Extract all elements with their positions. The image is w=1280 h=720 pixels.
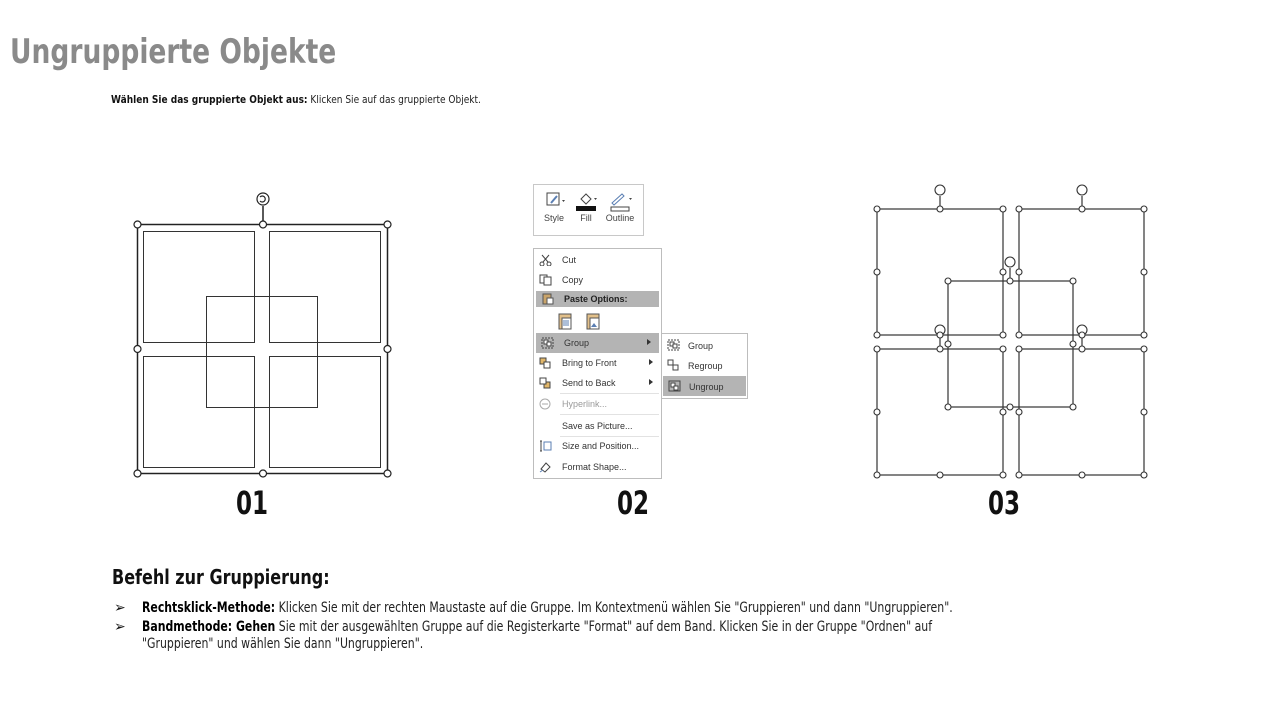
context-menu <box>533 248 662 479</box>
bullet-arrow-icon: ➢ <box>114 599 126 615</box>
size-position-icon <box>539 440 552 452</box>
menu-item-cut[interactable]: Cut <box>534 250 661 270</box>
outline-button[interactable] <box>604 189 636 223</box>
paste-options-header: Paste Options: <box>536 291 659 307</box>
style-button[interactable] <box>538 189 570 223</box>
format-ribbon-group <box>533 184 644 236</box>
menu-item-format-shape[interactable]: Format Shape... <box>534 457 661 477</box>
grouped-object-figure[interactable] <box>125 185 400 485</box>
section-heading: Befehl zur Gruppierung: <box>112 565 330 589</box>
paint-bucket-icon <box>570 189 602 213</box>
submenu-arrow-icon <box>647 339 651 345</box>
paste-option-buttons <box>556 311 606 331</box>
rotate-handle-icon <box>935 185 1087 335</box>
ungroup-icon <box>668 380 681 392</box>
paste-keep-formatting-icon[interactable] <box>556 311 576 331</box>
instruction-line <box>111 93 481 106</box>
send-to-back-icon <box>539 377 552 389</box>
menu-item-save-as-picture[interactable]: Save as Picture... <box>562 421 633 431</box>
fill-label: Fill <box>580 213 592 223</box>
clipboard-icon <box>541 293 554 305</box>
submenu-arrow-icon <box>649 359 653 365</box>
step-number-1: 01 <box>235 484 269 522</box>
group-icon <box>541 337 554 349</box>
submenu-item-group[interactable]: Group <box>662 335 747 355</box>
group-icon <box>667 339 680 351</box>
group-submenu <box>661 333 748 399</box>
bullet-right-click: Rechtsklick-Methode: Klicken Sie mit der rechten Maustaste auf die Gruppe. Im Kontextmenü wählen Sie "Gruppieren" und dann "Ungruppieren". <box>142 600 953 616</box>
rotate-handle-icon <box>257 193 269 205</box>
bullet-arrow-icon: ➢ <box>114 618 126 634</box>
menu-item-bring-to-front[interactable]: Bring to Front <box>534 353 661 373</box>
menu-item-hyperlink[interactable]: Hyperlink... <box>534 394 661 414</box>
page-title: Ungruppierte Objekte <box>10 32 337 72</box>
paste-as-picture-icon[interactable] <box>584 311 604 331</box>
style-label: Style <box>543 213 564 223</box>
scissors-icon <box>539 254 552 266</box>
regroup-icon <box>667 359 680 371</box>
menu-item-copy[interactable]: Copy <box>534 270 661 290</box>
outline-label: Outline <box>605 213 635 223</box>
step-number-2: 02 <box>616 484 650 522</box>
submenu-item-regroup[interactable]: Regroup <box>662 355 747 375</box>
submenu-item-ungroup[interactable]: Ungroup <box>663 376 746 396</box>
bring-to-front-icon <box>539 357 552 369</box>
ungrouped-objects-figure[interactable] <box>865 180 1155 485</box>
format-shape-icon <box>539 461 552 473</box>
menu-item-send-to-back[interactable]: Send to Back <box>534 373 661 393</box>
menu-item-group[interactable]: Group <box>536 333 659 353</box>
hyperlink-icon <box>539 398 552 410</box>
fill-button[interactable] <box>570 189 602 223</box>
submenu-arrow-icon <box>649 379 653 385</box>
pen-outline-icon <box>604 189 636 213</box>
bullet-ribbon-method: Bandmethode: Gehen Sie mit der ausgewählten Gruppe auf die Registerkarte "Format" auf dem Band. Klicken Sie in der Gruppe "Ordnen" auf "Gruppieren" und wählen Sie dann "Ungruppieren". <box>142 619 933 652</box>
copy-icon <box>539 274 552 286</box>
step-number-3: 03 <box>987 484 1021 522</box>
shape-style-icon <box>538 189 570 213</box>
instruction-text: Klicken Sie auf das gruppierte Objekt. <box>310 93 481 106</box>
menu-item-size-and-position[interactable]: Size and Position... <box>534 436 661 456</box>
instruction-bold: Wählen Sie das gruppierte Objekt aus: <box>111 93 308 106</box>
